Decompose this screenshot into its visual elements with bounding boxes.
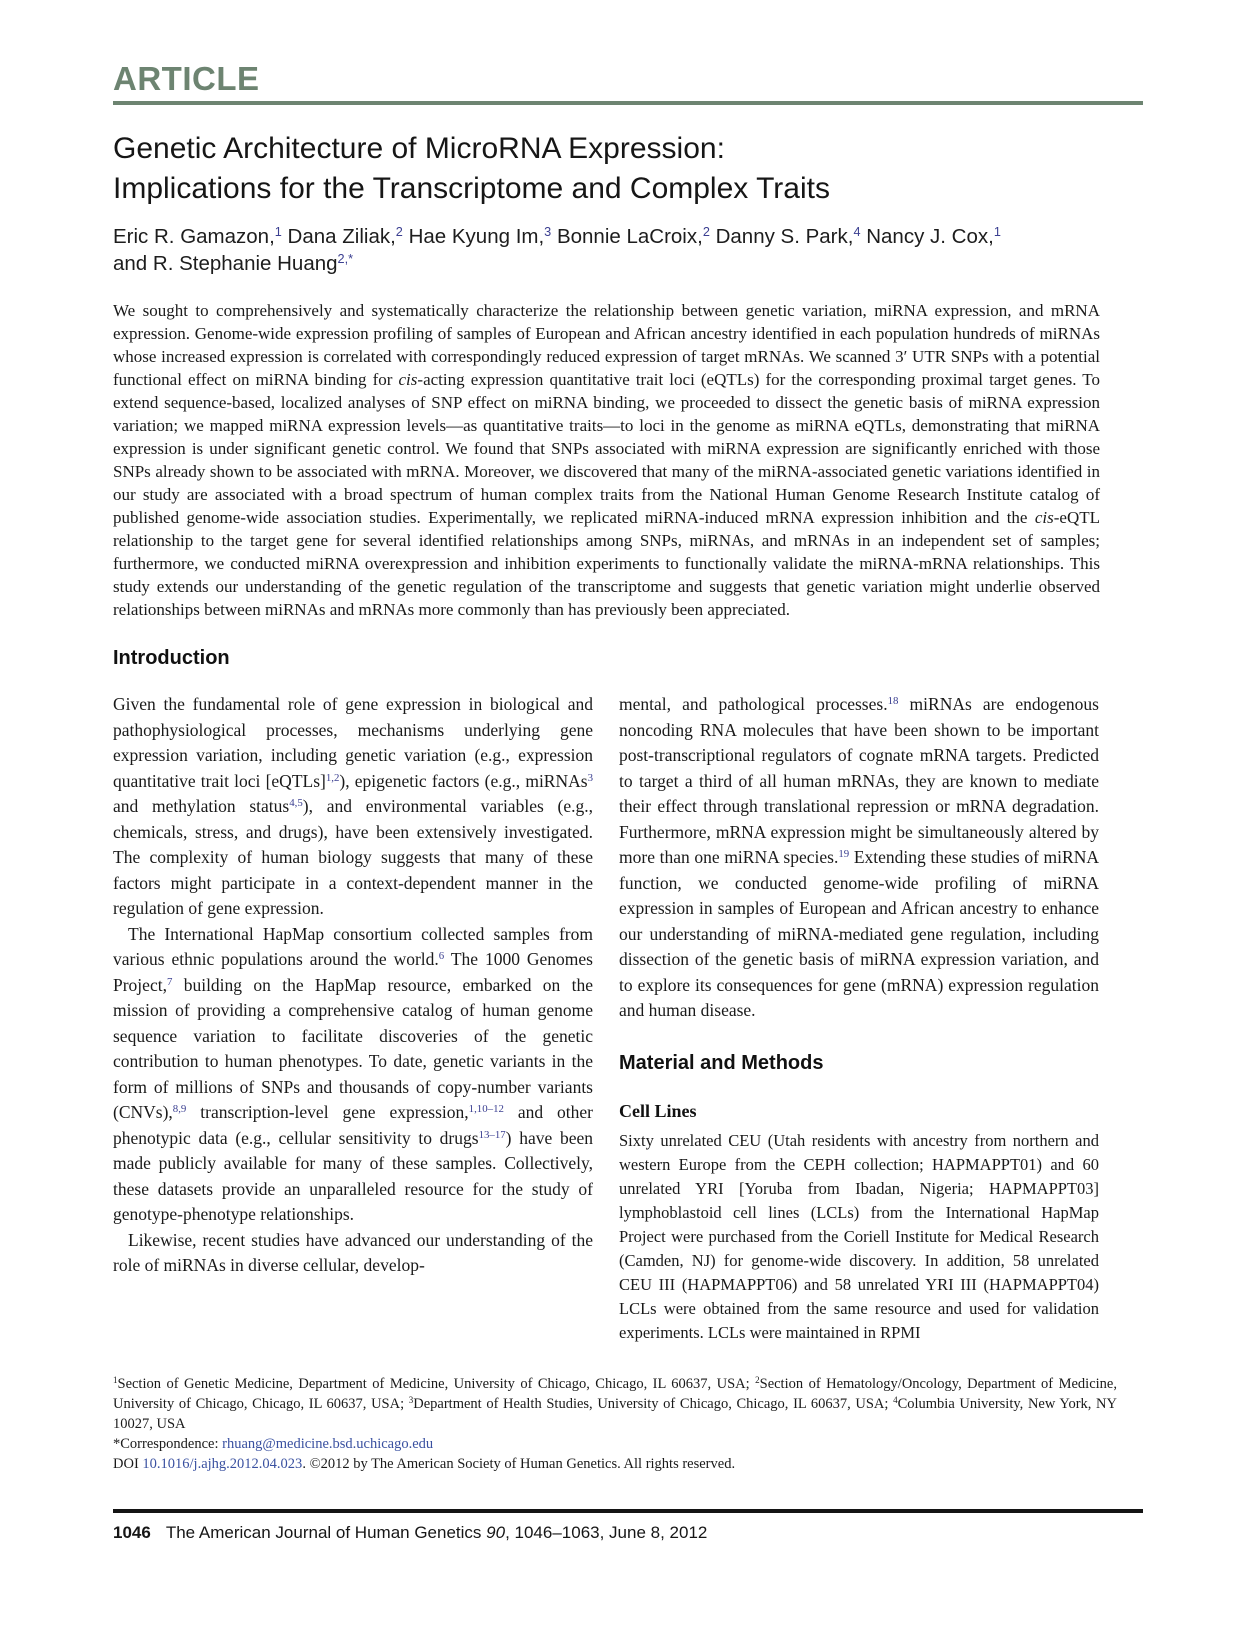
- paper-title-line-1: Genetic Architecture of MicroRNA Expression:: [113, 132, 725, 165]
- text-run: -eQTL relationship to the target gene for several identified relationships among SNPs, miRNAs, and mRNAs in an independent set of samples; furthermore, we conducted miRNA overexpression and inhibition experiments to functionally validate the miRNA-mRNA relationships. This study extends our understanding of the genetic regulation of the transcriptome and suggests that genetic variation might underlie observed relationships between miRNAs and mRNAs more commonly than has previously been appreciated.: [113, 508, 1100, 619]
- text-run: Danny S. Park,: [709, 225, 854, 248]
- section-heading-introduction: Introduction: [113, 647, 230, 669]
- hyperlink[interactable]: rhuang@medicine.bsd.uchicago.edu: [222, 1436, 434, 1452]
- text-run: , 1046–1063, June 8, 2012: [505, 1523, 708, 1542]
- text-run: mental, and pathological processes.: [619, 694, 888, 714]
- kicker-rule: [113, 101, 1143, 105]
- paper-title: [113, 129, 1100, 209]
- text-run: DOI: [113, 1456, 143, 1472]
- text-run: and other phenotypic data (e.g., cellular sensitivity to drugs: [113, 1102, 593, 1148]
- text-run: The International HapMap consortium collected samples from various ethnic populations around the world.: [113, 923, 593, 969]
- reference-superscript: 1,2: [325, 771, 340, 784]
- intro-paragraph-2: [113, 922, 593, 1228]
- footer-rule: [113, 1509, 1143, 1513]
- text-run: The 1000 Genomes Project,: [113, 949, 593, 995]
- text-run: . ©2012 by The American Society of Human Genetics. All rights reserved.: [302, 1456, 736, 1472]
- right-column: [619, 692, 1099, 1345]
- reference-superscript: 19: [838, 848, 850, 861]
- text-run: Hae Kyung Im,: [402, 225, 545, 248]
- reference-superscript: 2,*: [337, 251, 354, 267]
- intro-paragraph-1: [113, 692, 593, 922]
- text-run: Department of Health Studies, University of Chicago, Chicago, IL 60637, USA;: [413, 1396, 894, 1412]
- text-run: Likewise, recent studies have advanced our understanding of the role of miRNAs in diverse cellular, develop-: [113, 1229, 593, 1275]
- text-run: Sixty unrelated CEU (Utah residents with ancestry from northern and western Europe from the CEPH collection; HAPMAPPT01) and 60 unrelated YRI [Yoruba from Ibadan, Nigeria; HAPMAPPT03] lymphoblastoid cell lines (LCLs) from the International HapMap Project were purchased from the Coriell Institute for Medical Research (Camden, NJ) for genome-wide discovery. In addition, 58 unrelated CEU III (HAPMAPPT06) and 58 unrelated YRI III (HAPMAPPT04) LCLs were obtained from the same resource and used for validation experiments. LCLs were maintained in RPMI: [619, 1130, 1099, 1342]
- text-run: We sought to comprehensively and systematically characterize the relationship between genetic variation, miRNA expression, and mRNA expression. Genome-wide expression profiling of samples of European and African ancestry identified in each population hundreds of miRNAs whose increased expression is correlated with correspondingly reduced expression of target mRNAs. We scanned 3′ UTR SNPs with a potential functional effect on miRNA binding for: [113, 301, 1100, 389]
- left-column: [113, 692, 593, 1345]
- text-run: ) have been made publicly available for many of these samples. Collectively, these datasets provide an unparalleled resource for the study of genotype-phenotype relationships.: [113, 1127, 593, 1224]
- text-run: 90: [486, 1523, 506, 1542]
- reference-superscript: 18: [887, 695, 899, 708]
- text-run: Bonnie LaCroix,: [551, 225, 703, 248]
- text-run: ), and environmental variables (e.g., chemicals, stress, and drugs), have been extensively investigated. The complexity of human biology suggests that many of these factors might participate in a context-dependent manner in the regulation of gene expression.: [113, 796, 593, 918]
- text-run: *Correspondence:: [113, 1436, 223, 1452]
- reference-superscript: 1: [113, 1375, 118, 1386]
- reference-superscript: 4: [893, 1395, 898, 1406]
- intro-paragraph-continued: [619, 692, 1099, 1024]
- text-run: Eric R. Gamazon,: [113, 225, 275, 248]
- text-run: -acting expression quantitative trait loci (eQTLs) for the corresponding proximal target genes. To extend sequence-based, localized analyses of SNP effect on miRNA binding, we proceeded to dissect the genetic basis of miRNA expression variation; we mapped miRNA expression levels—as quantitative traits—to loci in the genome as miRNA eQTLs, demonstrating that miRNA expression is under significant genetic control. We found that SNPs associated with miRNA expression are significantly enriched with those SNPs already shown to be associated with mRNA. Moreover, we discovered that many of the miRNA-associated genetic variations identified in our study are associated with a broad spectrum of human complex traits from the National Human Genome Research Institute catalog of published genome-wide association studies. Experimentally, we replicated miRNA-induced mRNA expression inhibition and the: [113, 370, 1100, 527]
- article-kicker: ARTICLE: [113, 60, 260, 97]
- reference-superscript: 6: [438, 950, 445, 963]
- correspondence-footnote: [113, 1434, 1117, 1454]
- text-run: Given the fundamental role of gene expression in biological and pathophysiological processes, mechanisms underlying gene expression variation, including genetic variation (e.g., expression quantitative trait loci [eQTLs]: [113, 694, 593, 791]
- reference-superscript: 4,5: [289, 797, 303, 810]
- text-run: Dana Ziliak,: [281, 225, 396, 248]
- abstract-paragraph: [113, 299, 1100, 621]
- paper-title-line-2: Implications for the Transcriptome and Complex Traits: [113, 172, 830, 205]
- section-heading-methods: Material and Methods: [619, 1051, 824, 1074]
- reference-superscript: 2: [395, 224, 403, 240]
- reference-superscript: 1: [274, 224, 282, 240]
- text-run: and methylation status: [113, 796, 290, 816]
- footnote-block: [113, 1374, 1117, 1474]
- reference-superscript: 3: [408, 1395, 414, 1406]
- methods-paragraph: [619, 1129, 1099, 1345]
- text-run: Nancy J. Cox,: [860, 225, 994, 248]
- doi-footnote: [113, 1454, 1117, 1474]
- reference-superscript: 4: [853, 224, 861, 240]
- reference-superscript: 13–17: [478, 1128, 506, 1141]
- reference-superscript: 3: [544, 224, 552, 240]
- intro-paragraph-3: [113, 1228, 593, 1279]
- text-run: and R. Stephanie Huang: [113, 252, 338, 275]
- text-run: cis: [1034, 508, 1054, 527]
- text-run: ), epigenetic factors (e.g., miRNAs: [339, 770, 588, 791]
- text-run: Section of Hematology/Oncology, Department of Medicine, University of Chicago, Chicago, IL 60637, USA;: [113, 1376, 1117, 1412]
- text-run: The American Journal of Human Genetics: [165, 1523, 487, 1542]
- reference-superscript: 3: [587, 771, 593, 784]
- text-run: transcription-level gene expression,: [186, 1102, 469, 1122]
- subheading-cell-lines: Cell Lines: [619, 1100, 697, 1121]
- reference-superscript: 2: [702, 224, 710, 240]
- text-run: cis: [398, 370, 418, 389]
- text-run: Section of Genetic Medicine, Department of Medicine, University of Chicago, Chicago, IL 60637, USA;: [117, 1376, 756, 1392]
- reference-superscript: 7: [166, 975, 173, 988]
- text-run: Columbia University, New York, NY 10027, USA: [113, 1396, 1117, 1432]
- two-column-body: [113, 692, 1100, 1345]
- reference-superscript: 8,9: [172, 1103, 187, 1116]
- reference-superscript: 1: [993, 224, 1001, 240]
- page-number: 1046: [113, 1523, 151, 1542]
- reference-superscript: 2: [755, 1375, 760, 1386]
- journal-citation: [166, 1523, 708, 1543]
- footer: [113, 1523, 1143, 1543]
- hyperlink[interactable]: 10.1016/j.ajhg.2012.04.023: [142, 1456, 303, 1472]
- reference-superscript: 1,10–12: [468, 1103, 504, 1116]
- text-run: building on the HapMap resource, embarked on the mission of providing a comprehensive catalog of human genome sequence variation to facilitate discoveries of the genetic contribution to human phenotypes. To date, genetic variants in the form of millions of SNPs and thousands of copy-number variants (CNVs),: [113, 974, 593, 1122]
- text-run: miRNAs are endogenous noncoding RNA molecules that have been shown to be important post-transcriptional regulators of cognate mRNA targets. Predicted to target a third of all human mRNAs, they are known to mediate their effect through translational repression or mRNA degradation. Furthermore, mRNA expression might be simultaneously altered by more than one miRNA species.: [619, 694, 1099, 867]
- author-list: [113, 223, 1100, 277]
- affiliations-footnote: [113, 1374, 1117, 1434]
- text-run: Extending these studies of miRNA function, we conducted genome-wide profiling of miRNA expression in samples of European and African ancestry to enhance our understanding of miRNA-mediated gene regulation, including dissection of the genetic basis of miRNA expression variation, and to explore its consequences for gene (mRNA) expression regulation and human disease.: [619, 847, 1099, 1020]
